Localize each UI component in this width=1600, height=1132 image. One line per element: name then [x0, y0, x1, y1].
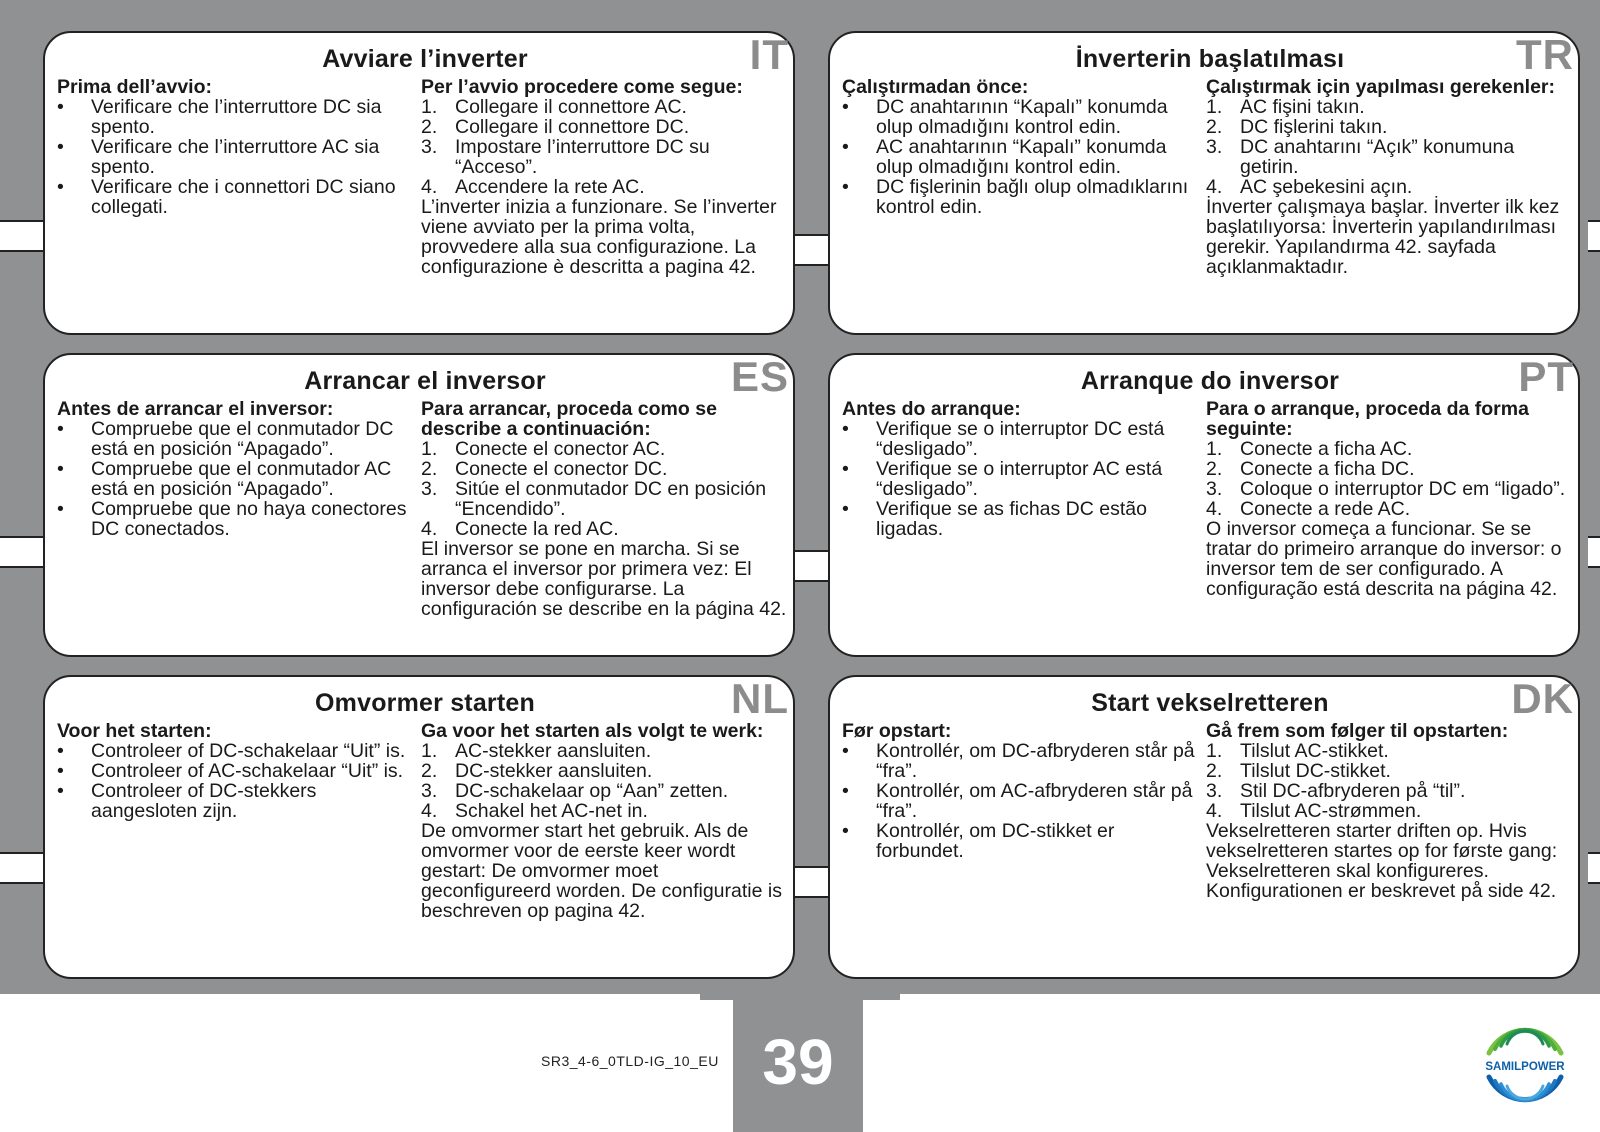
- list-item: [842, 741, 1197, 781]
- step-item: [1206, 761, 1576, 781]
- body-text: El inversor se pone en marcha. Si se arranca el inversor por primera vez: El inversor debe configurarse. La configuración se describe en la página 42.: [421, 538, 787, 620]
- step-number: 2.: [421, 760, 438, 782]
- side-connector: [0, 852, 45, 884]
- list-item: [842, 499, 1197, 539]
- step-item: [421, 479, 791, 519]
- step-number: 3.: [421, 478, 438, 500]
- list-item: [57, 177, 412, 217]
- list-item-text: Verifique se o interruptor AC está “desligado”.: [876, 458, 1163, 500]
- list-item: [842, 177, 1197, 217]
- body-text: L’inverter inizia a funzionare. Se l’inverter viene avviato per la prima volta, provvedere alla sua configurazione. La configurazione è descritta a pagina 42.: [421, 196, 777, 278]
- list-item: [57, 499, 412, 539]
- before-start-column: [57, 721, 412, 821]
- step-number: 2.: [421, 458, 438, 480]
- step-item: [421, 177, 791, 197]
- section-heading: Voor het starten:: [57, 720, 212, 742]
- panel-tr: [828, 31, 1580, 335]
- step-number: 4.: [421, 176, 438, 198]
- step-item: [1206, 177, 1576, 197]
- step-text: Collegare il connettore AC.: [455, 96, 687, 118]
- list-item: [57, 419, 412, 459]
- section-heading: Før opstart:: [842, 720, 952, 742]
- body-text: İnverter çalışmaya başlar. İnverter ilk kez başlatılıyorsa: İnverterin yapılandırılması gerekir. Yapılandırma 42. sayfada açıklanmaktadır.: [1206, 196, 1560, 278]
- section-heading: Para arrancar, proceda como se describe a continuación:: [421, 398, 717, 440]
- step-text: AC şebekesini açın.: [1240, 176, 1413, 198]
- step-item: [421, 439, 791, 459]
- step-text: Tilslut DC-stikket.: [1240, 760, 1391, 782]
- procedure-column: [421, 399, 791, 619]
- bullet: •: [842, 820, 849, 842]
- panel-title: Start vekselretteren: [1091, 689, 1329, 717]
- list-item-text: Verificare che l’interruttore DC sia spento.: [91, 96, 382, 138]
- panel-title: Avviare l’inverter: [322, 45, 528, 73]
- before-start-column: [842, 77, 1197, 217]
- language-code: DK: [1511, 675, 1574, 722]
- list-item-text: Controleer of DC-schakelaar “Uit” is.: [91, 740, 406, 762]
- section-heading: Antes do arranque:: [842, 398, 1021, 420]
- panel-title: Arranque do inversor: [1080, 367, 1340, 395]
- step-text: DC anahtarını “Açık” konumuna getirin.: [1240, 136, 1515, 178]
- before-start-column: [842, 399, 1197, 539]
- document-code: SR3_4-6_0TLD-IG_10_EU: [541, 1053, 719, 1069]
- before-start-column: [57, 399, 412, 539]
- list-item: [57, 459, 412, 499]
- panel-dk: [828, 675, 1580, 979]
- panel-nl: [43, 675, 795, 979]
- step-number: 4.: [1206, 498, 1223, 520]
- procedure-column: [1206, 721, 1576, 901]
- step-number: 3.: [1206, 478, 1223, 500]
- bullet: •: [842, 418, 849, 440]
- bullet: •: [57, 418, 64, 440]
- step-number: 1.: [421, 740, 438, 762]
- step-text: Conecte el conector DC.: [455, 458, 668, 480]
- step-text: DC fişlerini takın.: [1240, 116, 1388, 138]
- center-connector: [790, 234, 830, 266]
- section-heading: Gå frem som følger til opstarten:: [1206, 720, 1509, 742]
- body-text: Vekselretteren starter driften op. Hvis vekselretteren startes op for første gang: Vekselretteren skal konfigureres. Konfigurationen er beskrevet på side 42.: [1206, 820, 1558, 902]
- step-item: [1206, 117, 1576, 137]
- list-item-text: Verifique se as fichas DC estão ligadas.: [876, 498, 1147, 540]
- section-heading: Para o arranque, proceda da forma seguinte:: [1206, 398, 1529, 440]
- bullet: •: [842, 136, 849, 158]
- list-item-text: DC anahtarının “Kapalı” konumda olup olmadığını kontrol edin.: [876, 96, 1168, 138]
- step-text: AC fişini takın.: [1240, 96, 1365, 118]
- list-item-text: AC anahtarının “Kapalı” konumda olup olmadığını kontrol edin.: [876, 136, 1167, 178]
- bullet: •: [842, 458, 849, 480]
- list-item-text: Verificare che l’interruttore AC sia spento.: [91, 136, 380, 178]
- section-heading: Per l’avvio procedere come segue:: [421, 76, 743, 98]
- panel-title: İnverterin başlatılması: [1075, 45, 1345, 73]
- logo-text: SAMILPOWER: [1485, 1061, 1565, 1073]
- before-start-column: [842, 721, 1197, 861]
- step-number: 1.: [1206, 438, 1223, 460]
- list-item-text: Kontrollér, om DC-afbryderen står på “fra”.: [876, 740, 1195, 782]
- step-item: [1206, 479, 1576, 499]
- samilpower-logo-icon: [1475, 1015, 1575, 1115]
- list-item-text: Controleer of AC-schakelaar “Uit” is.: [91, 760, 404, 782]
- step-item: [1206, 781, 1576, 801]
- list-item: [842, 137, 1197, 177]
- step-item: [421, 519, 791, 539]
- bullet: •: [57, 136, 64, 158]
- language-code: ES: [730, 353, 789, 400]
- step-item: [1206, 741, 1576, 761]
- step-item: [1206, 137, 1576, 177]
- bullet: •: [842, 96, 849, 118]
- language-code: IT: [749, 31, 789, 78]
- step-text: Coloque o interruptor DC em “ligado”.: [1240, 478, 1566, 500]
- step-number: 3.: [1206, 780, 1223, 802]
- language-code: PT: [1518, 353, 1574, 400]
- step-item: [1206, 97, 1576, 117]
- bullet: •: [57, 498, 64, 520]
- center-connector: [790, 866, 830, 898]
- list-item: [57, 741, 412, 761]
- step-number: 4.: [421, 518, 438, 540]
- list-item: [842, 459, 1197, 499]
- step-text: Conecte el conector AC.: [455, 438, 666, 460]
- bullet: •: [57, 740, 64, 762]
- body-text: De omvormer start het gebruik. Als de omvormer voor de eerste keer wordt gestart: De omvormer moet geconfigureerd worden. De configuratie is beschreven op pagina 42.: [421, 820, 782, 922]
- before-start-column: [57, 77, 412, 217]
- body-text: O inversor começa a funcionar. Se se tratar do primeiro arranque do inversor: o inversor tem de ser configurado. A configuração está descrita na página 42.: [1206, 518, 1562, 600]
- panel-title: Omvormer starten: [315, 689, 535, 717]
- step-number: 4.: [1206, 800, 1223, 822]
- side-connector: [1588, 220, 1600, 252]
- list-item-text: Kontrollér, om DC-stikket er forbundet.: [876, 820, 1115, 862]
- step-text: Conecte a ficha AC.: [1240, 438, 1413, 460]
- panel-title: Arrancar el inversor: [304, 367, 546, 395]
- bullet: •: [57, 760, 64, 782]
- list-item: [57, 97, 412, 137]
- list-item-text: Compruebe que el conmutador DC está en posición “Apagado”.: [91, 418, 394, 460]
- list-item-text: Compruebe que no haya conectores DC conectados.: [91, 498, 407, 540]
- list-item: [57, 137, 412, 177]
- step-text: Collegare il connettore DC.: [455, 116, 690, 138]
- step-text: Conecte a ficha DC.: [1240, 458, 1415, 480]
- list-item: [842, 97, 1197, 137]
- step-item: [421, 137, 791, 177]
- side-connector: [0, 536, 45, 568]
- list-item: [57, 761, 412, 781]
- section-heading: Ga voor het starten als volgt te werk:: [421, 720, 764, 742]
- list-item-text: Verificare che i connettori DC siano collegati.: [91, 176, 396, 218]
- step-number: 1.: [421, 96, 438, 118]
- step-number: 4.: [421, 800, 438, 822]
- panel-es: [43, 353, 795, 657]
- step-number: 4.: [1206, 176, 1223, 198]
- list-item-text: Controleer of DC-stekkers aangesloten zijn.: [91, 780, 317, 822]
- bullet: •: [57, 96, 64, 118]
- section-heading: Çalıştırmak için yapılması gerekenler:: [1206, 76, 1556, 98]
- bullet: •: [57, 176, 64, 198]
- step-number: 2.: [1206, 116, 1223, 138]
- step-text: DC-stekker aansluiten.: [455, 760, 653, 782]
- step-text: Sitúe el conmutador DC en posición “Encendido”.: [455, 478, 767, 520]
- procedure-column: [1206, 399, 1576, 599]
- bullet: •: [842, 176, 849, 198]
- side-connector: [1588, 852, 1600, 884]
- step-item: [1206, 439, 1576, 459]
- procedure-column: [421, 77, 791, 277]
- step-item: [421, 117, 791, 137]
- step-item: [421, 97, 791, 117]
- page-number: 39: [762, 1026, 834, 1098]
- procedure-column: [421, 721, 791, 921]
- bullet: •: [57, 458, 64, 480]
- list-item: [842, 821, 1197, 861]
- step-number: 3.: [1206, 136, 1223, 158]
- list-item: [842, 781, 1197, 821]
- list-item-text: Kontrollér, om AC-afbryderen står på “fra”.: [876, 780, 1193, 822]
- step-text: Schakel het AC-net in.: [455, 800, 648, 822]
- step-text: AC-stekker aansluiten.: [455, 740, 652, 762]
- panel-pt: [828, 353, 1580, 657]
- step-number: 2.: [1206, 760, 1223, 782]
- list-item-text: DC fişlerinin bağlı olup olmadıklarını kontrol edin.: [876, 176, 1189, 218]
- language-code: NL: [731, 675, 789, 722]
- step-text: Conecte a rede AC.: [1240, 498, 1411, 520]
- step-text: Conecte la red AC.: [455, 518, 619, 540]
- section-heading: Çalıştırmadan önce:: [842, 76, 1029, 98]
- step-number: 3.: [421, 136, 438, 158]
- step-number: 3.: [421, 780, 438, 802]
- step-item: [421, 781, 791, 801]
- step-text: Tilslut AC-strømmen.: [1240, 800, 1422, 822]
- section-heading: Prima dell’avvio:: [57, 76, 212, 98]
- list-item: [57, 781, 412, 821]
- side-connector: [1588, 536, 1600, 568]
- step-item: [1206, 801, 1576, 821]
- step-number: 2.: [421, 116, 438, 138]
- bullet: •: [57, 780, 64, 802]
- step-item: [421, 741, 791, 761]
- step-number: 2.: [1206, 458, 1223, 480]
- list-item-text: Verifique se o interruptor DC está “desligado”.: [876, 418, 1165, 460]
- step-text: Stil DC-afbryderen på “til”.: [1240, 780, 1466, 802]
- step-text: Impostare l’interruttore DC su “Acceso”.: [455, 136, 710, 178]
- list-item-text: Compruebe que el conmutador AC está en posición “Apagado”.: [91, 458, 392, 500]
- step-item: [1206, 459, 1576, 479]
- side-connector: [0, 220, 45, 252]
- list-item: [842, 419, 1197, 459]
- step-item: [421, 459, 791, 479]
- step-text: Tilslut AC-stikket.: [1240, 740, 1389, 762]
- step-item: [1206, 499, 1576, 519]
- step-item: [421, 801, 791, 821]
- bullet: •: [842, 780, 849, 802]
- step-number: 1.: [421, 438, 438, 460]
- step-text: DC-schakelaar op “Aan” zetten.: [455, 780, 729, 802]
- panel-it: [43, 31, 795, 335]
- section-heading: Antes de arrancar el inversor:: [57, 398, 334, 420]
- procedure-column: [1206, 77, 1576, 277]
- center-connector: [790, 550, 830, 582]
- bullet: •: [842, 498, 849, 520]
- step-number: 1.: [1206, 740, 1223, 762]
- bullet: •: [842, 740, 849, 762]
- step-text: Accendere la rete AC.: [455, 176, 645, 198]
- language-code: TR: [1516, 31, 1574, 78]
- step-number: 1.: [1206, 96, 1223, 118]
- step-item: [421, 761, 791, 781]
